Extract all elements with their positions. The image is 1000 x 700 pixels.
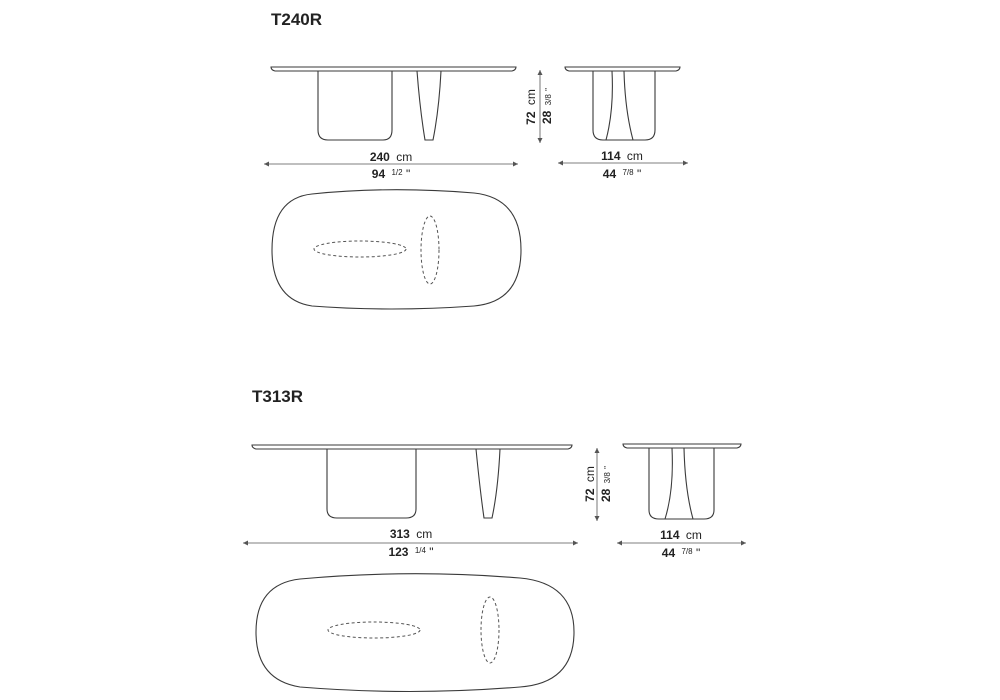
svg-text:44 7/8 ": 44 $^{7/8}$ " — [602, 167, 642, 181]
wide-leg-footprint — [328, 622, 420, 638]
side-base-seam-right — [684, 448, 693, 519]
narrow-leg-footprint — [481, 597, 499, 663]
table-top-side-profile — [623, 444, 741, 448]
table-top-profile — [252, 445, 572, 449]
svg-text:28 3/8 ": 28 3/8 " — [599, 465, 613, 503]
wide-leg-footprint — [314, 241, 406, 257]
svg-text:44 7/8 ": 44 $^{7/8}$ " — [661, 546, 701, 560]
length-cm: 240 — [369, 150, 390, 164]
plan-view — [256, 574, 574, 692]
table-top-plan — [256, 574, 574, 692]
svg-text:240 cm: 240 cm — [369, 150, 413, 164]
side-base — [649, 448, 714, 519]
depth-inch: 44 — [661, 546, 676, 560]
side-base-seam-right — [624, 71, 633, 140]
table-top-profile — [271, 67, 516, 71]
svg-text:114 cm: 114 cm — [660, 528, 702, 542]
height-dimension — [583, 448, 613, 521]
base-leg-wide — [318, 71, 392, 140]
svg-text:94 1/2 ": 94 $^{1/2}$ " — [371, 167, 411, 181]
svg-text:72 cm: 72 cm — [524, 89, 538, 125]
front-elevation — [252, 445, 572, 518]
length-dimension — [264, 150, 518, 181]
model-title: T240R — [271, 10, 323, 29]
depth-cm: 114 — [660, 528, 680, 542]
height-inch: 28 — [540, 110, 554, 125]
model-title: T313R — [252, 387, 304, 406]
height-cm: 72 — [524, 111, 538, 125]
side-elevation — [565, 67, 680, 140]
height-inch: 28 — [599, 488, 613, 503]
depth-dimension — [617, 528, 746, 560]
length-inch: 94 — [371, 167, 386, 181]
length-cm: 313 — [389, 527, 410, 541]
table-top-plan — [272, 190, 521, 309]
plan-view — [272, 190, 521, 309]
side-elevation — [623, 444, 741, 519]
length-inch: 123 — [388, 545, 409, 559]
depth-cm: 114 — [601, 149, 621, 163]
svg-text:72 cm: 72 cm — [583, 466, 597, 502]
base-leg-narrow — [476, 449, 500, 518]
narrow-leg-footprint — [421, 216, 439, 284]
svg-text:313 cm: 313 cm — [389, 527, 433, 541]
base-leg-wide — [327, 449, 416, 518]
svg-text:114 cm: 114 cm — [601, 149, 643, 163]
model-t313r — [243, 387, 746, 692]
front-elevation — [271, 67, 516, 140]
side-base-seam-left — [606, 71, 612, 140]
length-dimension — [243, 527, 578, 559]
height-dimension — [524, 70, 554, 143]
base-leg-narrow — [417, 71, 441, 140]
svg-text:28 3/8 ": 28 3/8 " — [540, 87, 554, 125]
svg-text:123 1/4 ": 123 $^{1/4}$ " — [388, 545, 434, 559]
model-t240r — [264, 10, 688, 309]
side-base-seam-left — [665, 448, 672, 519]
table-top-side-profile — [565, 67, 680, 71]
height-cm: 72 — [583, 488, 597, 502]
depth-dimension — [558, 149, 688, 181]
depth-inch: 44 — [602, 167, 617, 181]
